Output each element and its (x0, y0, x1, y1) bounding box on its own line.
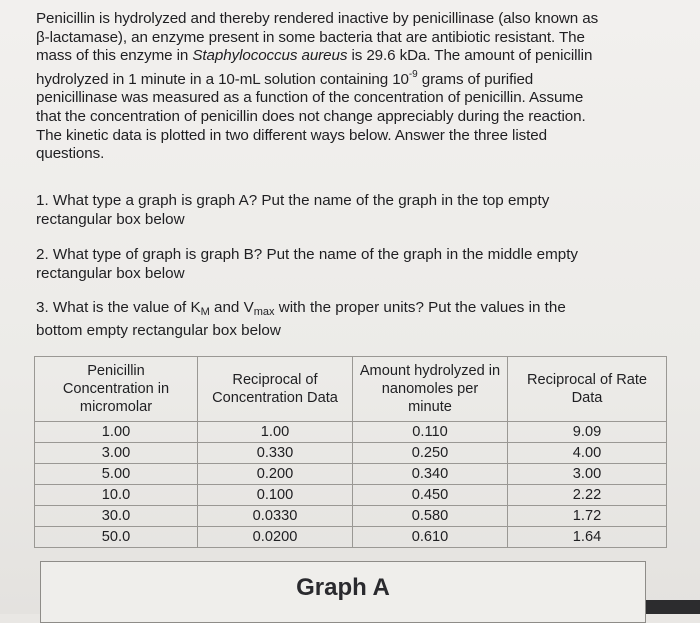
table-cell: 50.0 (35, 527, 198, 548)
table-cell: 3.00 (508, 464, 667, 485)
question-3: 3. What is the value of $K_M$ and $V_{max}$ with the proper units? Put the values in the bottom empty rectangular box below (36, 299, 566, 339)
km-subscript: M (200, 306, 210, 318)
table-cell: 1.00 (198, 422, 353, 443)
table-cell: 0.340 (353, 464, 508, 485)
table-cell: 0.250 (353, 443, 508, 464)
table-cell: 5.00 (35, 464, 198, 485)
table-cell: 0.0330 (198, 506, 353, 527)
table-row (35, 422, 667, 443)
table-cell: 0.610 (353, 527, 508, 548)
table-cell: 0.200 (198, 464, 353, 485)
header-reciprocal-rate: Reciprocal of Rate Data (508, 357, 667, 422)
intro-line: mass of this enzyme in Staphylococcus aureus is 29.6 kDa. The amount of penicillin (36, 47, 593, 65)
intro-line: questions. (36, 145, 105, 163)
table-cell: 0.110 (353, 422, 508, 443)
question-1: 1. What type a graph is graph A? Put the name of the graph in the top empty rectangular box below (36, 192, 550, 228)
graph-a-label: Graph A (296, 574, 390, 601)
table-cell: 0.580 (353, 506, 508, 527)
table-cell: 9.09 (508, 422, 667, 443)
table-row (35, 506, 667, 527)
table-row (35, 527, 667, 548)
intro-line: β-lactamase), an enzyme present in some bacteria that are antibiotic resistant. The (36, 28, 585, 46)
intro-line: The kinetic data is plotted in two different ways below. Answer the three listed (36, 126, 547, 144)
table-cell: 4.00 (508, 443, 667, 464)
table-cell: 0.100 (198, 485, 353, 506)
table-cell: 1.72 (508, 506, 667, 527)
table-cell: 3.00 (35, 443, 198, 464)
photo-edge-shadow (646, 600, 700, 614)
table-cell: 0.450 (353, 485, 508, 506)
table-cell: 2.22 (508, 485, 667, 506)
intro-paragraph (36, 10, 666, 164)
vmax-subscript: max (253, 306, 275, 318)
header-concentration: Penicillin Concentration in micromolar (35, 357, 198, 422)
question-2: 2. What type of graph is graph B? Put the name of the graph in the middle empty rectangular box below (36, 246, 579, 282)
intro-line: Penicillin is hydrolyzed and thereby rendered inactive by penicillinase (also known as (36, 10, 599, 27)
intro-line: penicillinase was measured as a function of the concentration of penicillin. Assume (36, 89, 584, 107)
table-cell: 1.00 (35, 422, 198, 443)
exponent: -9 (408, 68, 418, 80)
table-row (35, 443, 667, 464)
header-amount-hydrolyzed: Amount hydrolyzed in nanomoles per minute (353, 357, 508, 422)
intro-line: that the concentration of penicillin does not change appreciably during the reaction. (36, 107, 586, 125)
table-cell: 0.330 (198, 443, 353, 464)
table-cell: 1.64 (508, 527, 667, 548)
intro-line: hydrolyzed in 1 minute in a 10-mL solution containing $10^{-9}$ grams of purified (36, 68, 534, 88)
table-cell: 30.0 (35, 506, 198, 527)
table-cell: 10.0 (35, 485, 198, 506)
organism-name: Staphylococcus aureus (192, 47, 348, 65)
kinetic-data-table (34, 356, 667, 548)
table-header-row (35, 357, 667, 422)
table-row (35, 485, 667, 506)
table-row (35, 464, 667, 485)
header-reciprocal-concentration: Reciprocal of Concentration Data (198, 357, 353, 422)
table-cell: 0.0200 (198, 527, 353, 548)
